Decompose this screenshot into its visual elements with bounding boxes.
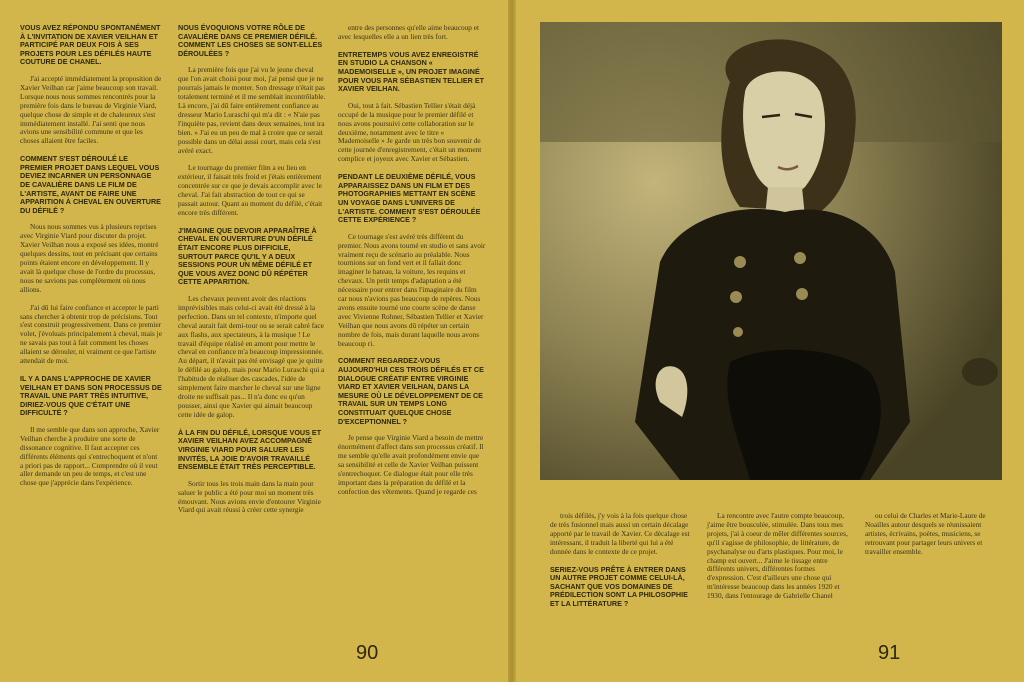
interview-question: NOUS ÉVOQUIONS VOTRE RÔLE DE CAVALIÈRE DANS CE PREMIER DÉFILÉ. COMMENT LES CHOSES SE SONT-ELLES DÉROULÉES ? <box>178 23 323 58</box>
interview-question: IL Y A DANS L'APPROCHE DE XAVIER VEILHAN ET DANS SON PROCESSUS DE TRAVAIL UNE PART TRÈS INTUITIVE, DIRIEZ-VOUS QUE C'ÉTAIT UNE DIFFICULTÉ ? <box>20 373 162 418</box>
interview-answer: Le tournage du premier film a eu lieu en extérieur, il faisait très froid et j'étais entièrement concentrée sur ce que je devais accomplir avec le cheval. J'ai fait abstraction de tout ce qui se passait autour. Quant au moment du défilé, c'était encore très différent. <box>178 163 323 217</box>
column-3 <box>338 24 486 506</box>
interview-answer: Ce tournage s'est avéré très différent du premier. Nous avons tourné en studio et sans avoir vraiment reçu de scénario au préalable. Nous tournions sur un fond vert et il fallait donc imaginer le bateau, la voiture, les requins et chevaux. Un petit temps d'adaptation a été nécessaire pour entrer dans l'imaginaire du film car nous n'avions pas beaucoup de repères. Nous avons ensuite tourné une courte scène de danse avec Vivienne Rohner, Sébastien Tellier et Xavier Veilhan que nous avons dû répéter un certain nombre de fois, mais durant laquelle nous avons beaucoup ri. <box>338 231 486 348</box>
interview-answer: La rencontre avec l'autre compte beaucoup, j'aime être bousculée, stimulée. Dans tous mes projets, j'ai à coeur de mêler différentes sources, qu'il s'agisse de philosophie, de littérature, de psychanalyse ou d'arts plastiques. Pour moi, le champ est ouvert... J'aime le tissage entre différents univers, différentes formes d'expression. C'est d'ailleurs une chose qui m'intéresse beaucoup dans les années 1920 et 1930, dans l'entourage de Gabrielle Chanel <box>707 511 848 601</box>
interview-answer: J'ai dû lui faire confiance et accepter le parti sans chercher à obtenir trop de précisions. Tout s'est construit progressivement. Dans ce premier volet, j'évoluais principalement à cheval, mais je ne savais pas tout à fait comment les choses allaient se dérouler, ni vraiment ce que l'artiste attendait de moi. <box>20 302 162 366</box>
interview-answer: Oui, tout à fait. Sébastien Tellier s'était déjà occupé de la musique pour le premier défilé et nous avons poursuivi cette collaboration sur le deuxième, notamment avec le titre « Mademoiselle » Je garde un très bon souvenir de cette journée d'enregistrement, c'était un moment complice et joyeux avec Xavier et Sébastien. <box>338 100 482 164</box>
interview-question: SERIEZ-VOUS PRÊTE À ENTRER DANS UN AUTRE PROJET COMME CELUI-LÀ, SACHANT QUE VOS DOMAINES DE PRÉDILECTION SONT LA PHILOSOPHIE ET LA LITTÉRATURE ? <box>550 564 688 608</box>
interview-question: VOUS AVEZ RÉPONDU SPONTANÉMENT À L'INVITATION DE XAVIER VEILHAN ET PARTICIPÉ PAR DEUX FOIS À SES PROJETS POUR LES DÉFILÉS HAUTE COUTURE DE CHANEL. <box>20 23 161 67</box>
page-number-left: 90 <box>356 642 379 664</box>
interview-question: COMMENT REGARDEZ-VOUS AUJOURD'HUI CES TROIS DÉFILÉS ET CE DIALOGUE CRÉATIF ENTRE VIRGINIE VIARD ET XAVIER VEILHAN, DANS LA MESURE OÙ LE DÉVELOPPEMENT DE CE TRAVAIL SUR UN TEMPS LONG CONSTITUAIT QUELQUE CHOSE D'EXCEPTIONNEL ? <box>338 356 484 426</box>
interview-answer: entre des personnes qu'elle aime beaucoup et avec lesquelles elle a un lien très fort. <box>338 23 479 41</box>
interview-question: ENTRETEMPS VOUS AVEZ ENREGISTRÉ EN STUDIO LA CHANSON « MADEMOISELLE », UN PROJET IMAGINÉ POUR VOUS PAR SÉBASTIEN TELLIER ET XAVIER VEILHAN. <box>338 49 485 94</box>
interview-question: COMMENT S'EST DÉROULÉ LE PREMIER PROJET DANS LEQUEL VOUS DEVIEZ INCARNER UN PERSONNAGE DE CAVALIÈRE DANS LE FILM DE L'ARTISTE, AVANT DE FAIRE UNE APPARITION À CHEVAL EN OUVERTURE DU DÉFILÉ ? <box>20 154 161 215</box>
interview-answer: Il me semble que dans son approche, Xavier Veilhan cherche à produire une sorte de dissonance cognitive. Il faut accepter ces différents éléments qui s'entrechoquent et n'ont a priori pas de rapport... Comprendre où il veut aller demande un peu de temps, et c'est une chose que j'apprécie dans l'expérience. <box>20 424 160 488</box>
interview-question: J'IMAGINE QUE DEVOIR APPARAÎTRE À CHEVAL EN OUVERTURE D'UN DÉFILÉ ÉTAIT ENCORE PLUS DIFFICILE, SURTOUT PARCE QU'IL Y A DEUX SESSIONS POUR UN MÊME DÉFILÉ ET QUE VOUS AVEZ DONC DÛ RÉPÉTER CETTE APPARITION. <box>178 225 317 287</box>
interview-answer: trois défilés, j'y vois à la fois quelque chose de très fusionnel mais aussi un certain décalage apporté par le travail de Xavier. Ce décalage est intéressant, il traduit la liberté qui lui a été donnée dans le contexte de ce projet. <box>550 511 690 556</box>
column-2 <box>178 24 326 524</box>
interview-answer: Je pense que Virginie Viard a besoin de mettre énormément d'affect dans son processus créatif. Il me semble qu'elle avait profondément envie que sa sensibilité et celle de Xavier Veilhan puissent s'entrechoquer. Ce dialogue était pour elle très important dans la préparation du défilé et la confection des vêtements. Quand je regarde ces <box>338 433 484 496</box>
column-6 <box>865 512 1003 566</box>
column-5 <box>707 512 849 610</box>
interview-answer: J'ai accepté immédiatement la proposition de Xavier Veilhan car j'aime beaucoup son travail. Lorsque nous nous sommes rencontrés pour la première fois dans le bureau de Virginie Viard, quelque chose de simple et de chaleureux s'est immédiatement installé. J'ai senti que nous avions une sensibilité commune et que les choses allaient être faciles. <box>20 73 162 146</box>
interview-question: À LA FIN DU DÉFILÉ, LORSQUE VOUS ET XAVIER VEILHAN AVEZ ACCOMPAGNÉ VIRGINIE VIARD POUR SALUER LES INVITÉS, LA JOIE D'AVOIR TRAVAILLÉ ENSEMBLE ÉTAIT TRÈS PERCEPTIBLE. <box>178 427 322 472</box>
page-number-right: 91 <box>878 642 901 664</box>
interview-answer: ou celui de Charles et Marie-Laure de Noailles autour desquels se réunissaient artistes, écrivains, poètes, musiciens, se retrouvant pour partager leurs univers et travailler ensemble. <box>865 511 986 556</box>
column-4 <box>550 512 692 617</box>
interview-answer: Les chevaux peuvent avoir des réactions imprévisibles mais celui-ci avait été dressé à la perfection. Dans un tel contexte, n'importe quel cheval aurait fait demi-tour ou se serait cabré face aux flashs, aux spectateurs, à la musique ! Le travail d'équipe réalisé en amont pour mettre le cheval en confiance m'a beaucoup impressionnée. Au départ, il n'avait pas été envisagé que je quitte le défilé au galop, mais pour Mario Luraschi qui a l'habitude de réaliser des cascades, l'idée de simplement faire marcher le cheval sur une ligne droite ne suffisait pas... Il n'a donc eu qu'un pousser, ainsi que Xavier qui aimait beaucoup cette idée de galop. <box>178 294 325 419</box>
interview-question: PENDANT LE DEUXIÈME DÉFILÉ, VOUS APPARAISSEZ DANS UN FILM ET DES PHOTOGRAPHIES METTANT EN SCÈNE UN VOYAGE DANS L'UNIVERS DE L'ARTISTE. COMMENT S'EST DÉROULÉE CETTE EXPÉRIENCE ? <box>338 172 481 225</box>
portrait-photo <box>540 22 1002 480</box>
page-gutter <box>508 0 516 682</box>
interview-answer: La première fois que j'ai vu le jeune cheval que l'on avait choisi pour moi, j'ai pensé que je ne pourrais jamais le monter. Son dressage n'était pas totalement terminé et il me semblait incontrôlable. Là encore, j'ai dû faire entièrement confiance au dresseur Mario Luraschi qui m'a dit : « N'aie pas l'inquiète pas, revient dans deux semaines, tout ira bien. » J'ai eu un peu de mal à croire que ce serait possible dans un délai aussi court, mais cela s'est avéré exact. <box>178 65 326 155</box>
column-1 <box>20 24 162 497</box>
interview-answer: Nous nous sommes vus à plusieurs reprises avec Virginie Viard pour discuter du projet. Xavier Veilhan nous a exposé ses idées, montré quelques dessins, tout en précisant que certains points étaient encore en développement. Il y avait là quelque chose de l'ordre du processus, nous ne savions pas complètement où nous allions. <box>20 222 159 294</box>
interview-answer: Sortir tous les trois main dans la main pour saluer le public a été pour moi un moment très émouvant. Nous avions envie d'entourer Virginie Viard qui avait réussi à créer cette synergie <box>178 478 321 515</box>
